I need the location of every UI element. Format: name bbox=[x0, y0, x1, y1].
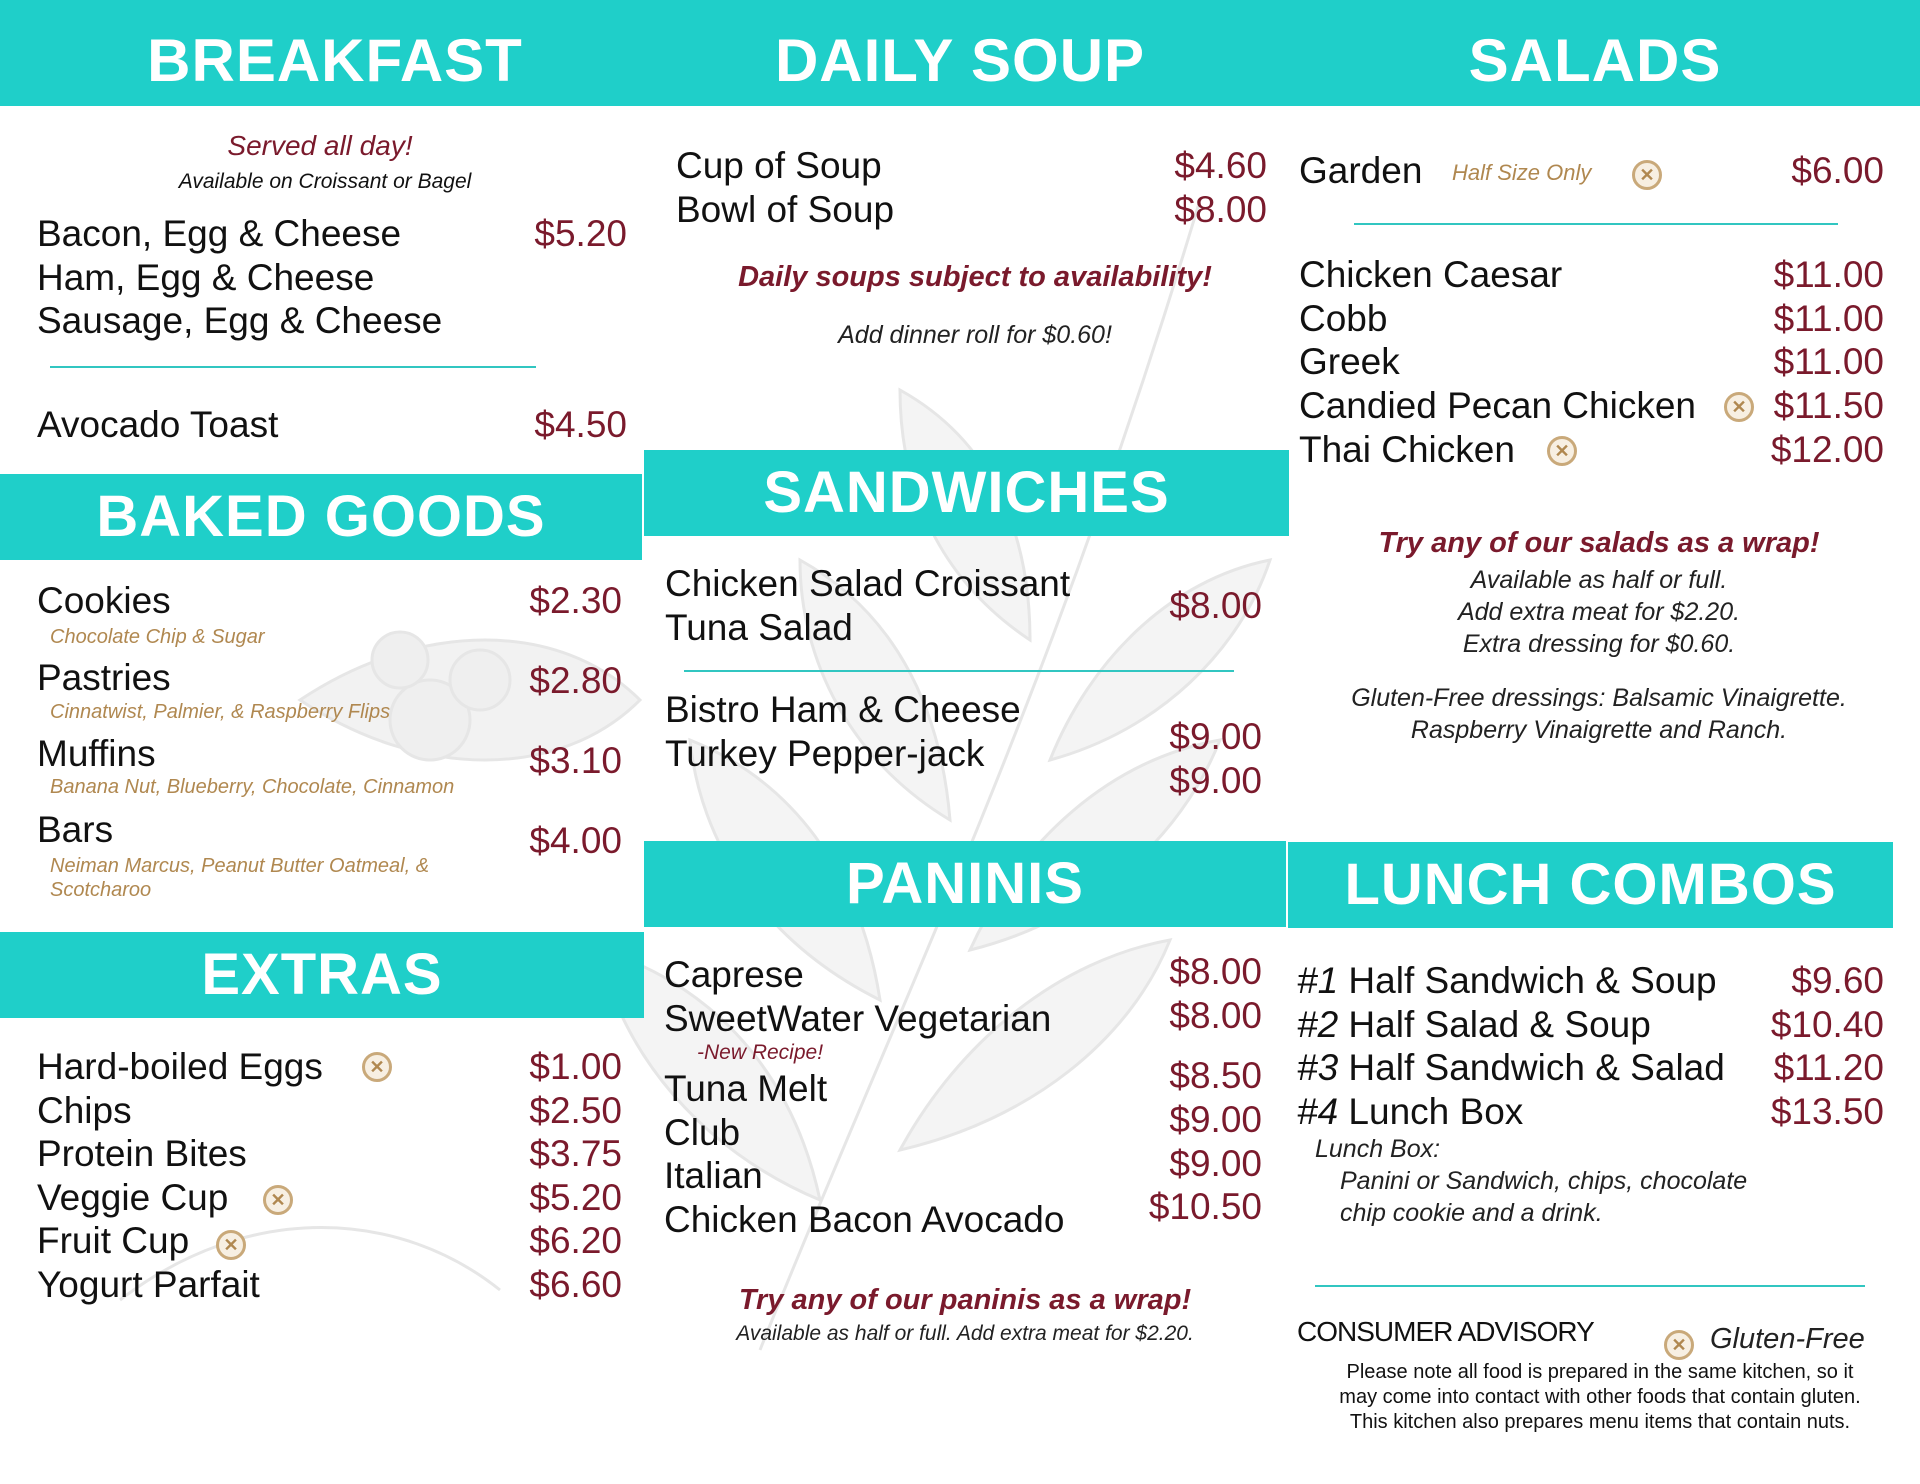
menu-item-description: Banana Nut, Blueberry, Chocolate, Cinnamon bbox=[50, 776, 455, 798]
menu-item-price: $10.40 bbox=[1770, 1004, 1884, 1045]
menu-item-price: $9.60 bbox=[1791, 960, 1884, 1001]
menu-item-name: Tuna Melt bbox=[664, 1068, 828, 1109]
menu-item-price: $13.50 bbox=[1770, 1091, 1884, 1132]
menu-item-name: Caprese bbox=[664, 954, 804, 995]
menu-item-price: $8.50 bbox=[1169, 1055, 1262, 1096]
advisory-text: may come into contact with other foods that contain gluten. bbox=[1339, 1386, 1861, 1408]
advisory-text: This kitchen also prepares menu items that contain nuts. bbox=[1349, 1411, 1851, 1433]
combo-item: #1 Half Sandwich & Soup bbox=[1297, 960, 1717, 1001]
menu-item-name: Chicken Bacon Avocado bbox=[664, 1199, 1065, 1240]
menu-item-name: Fruit Cup bbox=[37, 1220, 190, 1261]
menu-item-name: Club bbox=[664, 1112, 741, 1153]
menu-item-name: Thai Chicken bbox=[1299, 429, 1515, 470]
lunch-combos-header: LUNCH COMBOS bbox=[1288, 842, 1893, 928]
gluten-free-badge-icon: ✕ bbox=[263, 1185, 293, 1215]
menu-item-name: Avocado Toast bbox=[37, 404, 279, 445]
menu-item-name: Hard-boiled Eggs bbox=[37, 1046, 323, 1087]
menu-item-name: Chips bbox=[37, 1090, 132, 1131]
section-divider bbox=[1315, 1285, 1865, 1287]
menu-item-price: $11.50 bbox=[1773, 385, 1884, 426]
baked-goods-header: BAKED GOODS bbox=[0, 474, 642, 560]
menu-item-name: Bistro Ham & Cheese bbox=[665, 689, 1021, 730]
menu-item-price: $6.00 bbox=[1791, 150, 1884, 191]
section-divider bbox=[50, 366, 536, 368]
menu-item-price: $8.00 bbox=[1169, 951, 1262, 992]
panini-wrap-note: Try any of our paninis as a wrap! bbox=[738, 1284, 1192, 1316]
menu-item-price: $9.00 bbox=[1169, 760, 1262, 801]
menu-item-name: Bacon, Egg & Cheese bbox=[37, 213, 402, 254]
menu-item-price: $4.50 bbox=[534, 404, 627, 445]
lunch-box-detail: chip cookie and a drink. bbox=[1340, 1199, 1603, 1227]
menu-item-name: Garden bbox=[1299, 150, 1423, 191]
gluten-free-badge-icon: ✕ bbox=[1632, 160, 1662, 190]
breakfast-served-note: Served all day! bbox=[227, 130, 413, 161]
section-divider bbox=[1354, 223, 1838, 225]
combo-item: #2 Half Salad & Soup bbox=[1297, 1004, 1651, 1045]
gluten-free-badge-icon: ✕ bbox=[1547, 436, 1577, 466]
menu-item-name: Protein Bites bbox=[37, 1133, 247, 1174]
gluten-free-legend-label: Gluten-Free bbox=[1710, 1323, 1865, 1355]
menu-item-price: $3.10 bbox=[529, 740, 622, 781]
lunch-box-detail: Panini or Sandwich, chips, chocolate bbox=[1340, 1167, 1748, 1195]
menu-item-description: Chocolate Chip & Sugar bbox=[50, 626, 265, 648]
menu-item-name: Greek bbox=[1299, 341, 1400, 382]
gluten-free-dressings-note: Raspberry Vinaigrette and Ranch. bbox=[1410, 716, 1788, 744]
menu-item-price: $8.00 bbox=[1169, 585, 1262, 626]
menu-item-name: Ham, Egg & Cheese bbox=[37, 257, 375, 298]
menu-item-price: $8.00 bbox=[1169, 995, 1262, 1036]
breakfast-title: BREAKFAST bbox=[147, 27, 523, 94]
menu-item-price: $11.00 bbox=[1773, 254, 1884, 295]
menu-item-price: $5.20 bbox=[534, 213, 627, 254]
menu-item-price: $2.50 bbox=[529, 1090, 622, 1131]
new-recipe-note: -New Recipe! bbox=[697, 1041, 824, 1064]
menu-item-price: $2.80 bbox=[529, 660, 622, 701]
menu-item-price: $10.50 bbox=[1148, 1186, 1262, 1227]
advisory-text: Please note all food is prepared in the same kitchen, so it bbox=[1346, 1361, 1854, 1383]
daily-soup-title: DAILY SOUP bbox=[774, 27, 1146, 94]
menu-item-price: $4.60 bbox=[1174, 145, 1267, 186]
menu-item-name: Veggie Cup bbox=[37, 1177, 229, 1218]
menu-item-price: $2.30 bbox=[529, 580, 622, 621]
gluten-free-dressings-note: Gluten-Free dressings: Balsamic Vinaigrette. bbox=[1351, 684, 1847, 712]
salads-title: SALADS bbox=[1468, 27, 1722, 94]
menu-item-price: $11.00 bbox=[1773, 298, 1884, 339]
sandwiches-header: SANDWICHES bbox=[644, 450, 1289, 536]
menu-item-price: $9.00 bbox=[1169, 716, 1262, 757]
salad-wrap-note: Try any of our salads as a wrap! bbox=[1378, 527, 1820, 559]
menu-item-price: $11.20 bbox=[1773, 1047, 1884, 1088]
menu-item-price: $8.00 bbox=[1174, 189, 1267, 230]
gluten-free-badge-icon: ✕ bbox=[1724, 392, 1754, 422]
menu-item-name: Bars bbox=[37, 809, 114, 850]
menu-item-name: Pastries bbox=[37, 657, 171, 698]
menu-item-price: $5.20 bbox=[529, 1177, 622, 1218]
menu-item-name: SweetWater Vegetarian bbox=[664, 998, 1052, 1039]
menu-item-description: Cinnatwist, Palmier, & Raspberry Flips bbox=[50, 701, 391, 723]
extras-header: EXTRAS bbox=[0, 932, 644, 1018]
salad-wrap-detail: Available as half or full. bbox=[1470, 566, 1728, 594]
menu-item-name: Cobb bbox=[1299, 298, 1388, 339]
consumer-advisory-title: CONSUMER ADVISORY bbox=[1297, 1316, 1594, 1347]
menu-item-price: $6.20 bbox=[529, 1220, 622, 1261]
combo-item: #3 Half Sandwich & Salad bbox=[1297, 1047, 1725, 1088]
menu-item-name: Bowl of Soup bbox=[676, 189, 895, 230]
menu-item-name: Italian bbox=[664, 1155, 763, 1196]
panini-wrap-details: Available as half or full. Add extra meat for $2.20. bbox=[736, 1322, 1194, 1345]
menu-item-price: $6.60 bbox=[529, 1264, 622, 1305]
menu-item-description: Neiman Marcus, Peanut Butter Oatmeal, & bbox=[50, 855, 430, 877]
menu-item-name: Turkey Pepper-jack bbox=[665, 733, 985, 774]
section-divider bbox=[684, 670, 1234, 672]
paninis-header: PANINIS bbox=[644, 841, 1286, 927]
dinner-roll-note: Add dinner roll for $0.60! bbox=[838, 321, 1112, 349]
combo-item: #4 Lunch Box bbox=[1297, 1091, 1524, 1132]
menu-item-price: $9.00 bbox=[1169, 1143, 1262, 1184]
breakfast-available-note: Available on Croissant or Bagel bbox=[178, 170, 472, 193]
menu-item-name: Sausage, Egg & Cheese bbox=[37, 300, 443, 341]
lunch-box-label: Lunch Box: bbox=[1315, 1135, 1441, 1163]
menu-item-name: Chicken Salad Croissant bbox=[665, 563, 1071, 604]
salad-wrap-detail: Add extra meat for $2.20. bbox=[1457, 598, 1741, 626]
half-size-note: Half Size Only bbox=[1452, 160, 1592, 185]
menu-item-name: Cup of Soup bbox=[676, 145, 882, 186]
menu-item-name: Cookies bbox=[37, 580, 171, 621]
menu-item-price: $9.00 bbox=[1169, 1099, 1262, 1140]
menu-item-price: $4.00 bbox=[529, 820, 622, 861]
menu-item-name: Candied Pecan Chicken bbox=[1299, 385, 1696, 426]
menu-item-name: Tuna Salad bbox=[665, 607, 853, 648]
menu-item-name: Chicken Caesar bbox=[1299, 254, 1563, 295]
menu-item-price: $11.00 bbox=[1773, 341, 1884, 382]
gluten-free-badge-icon: ✕ bbox=[362, 1052, 392, 1082]
menu-item-name: Yogurt Parfait bbox=[37, 1264, 260, 1305]
menu-item-price: $12.00 bbox=[1770, 429, 1884, 470]
gluten-free-badge-icon: ✕ bbox=[1664, 1330, 1694, 1360]
menu-item-description: Scotcharoo bbox=[50, 879, 152, 901]
menu-item-price: $3.75 bbox=[529, 1133, 622, 1174]
soup-availability-note: Daily soups subject to availability! bbox=[738, 261, 1212, 293]
salad-wrap-detail: Extra dressing for $0.60. bbox=[1462, 630, 1736, 658]
menu-item-name: Muffins bbox=[37, 733, 156, 774]
menu-item-price: $1.00 bbox=[529, 1046, 622, 1087]
gluten-free-badge-icon: ✕ bbox=[216, 1230, 246, 1260]
